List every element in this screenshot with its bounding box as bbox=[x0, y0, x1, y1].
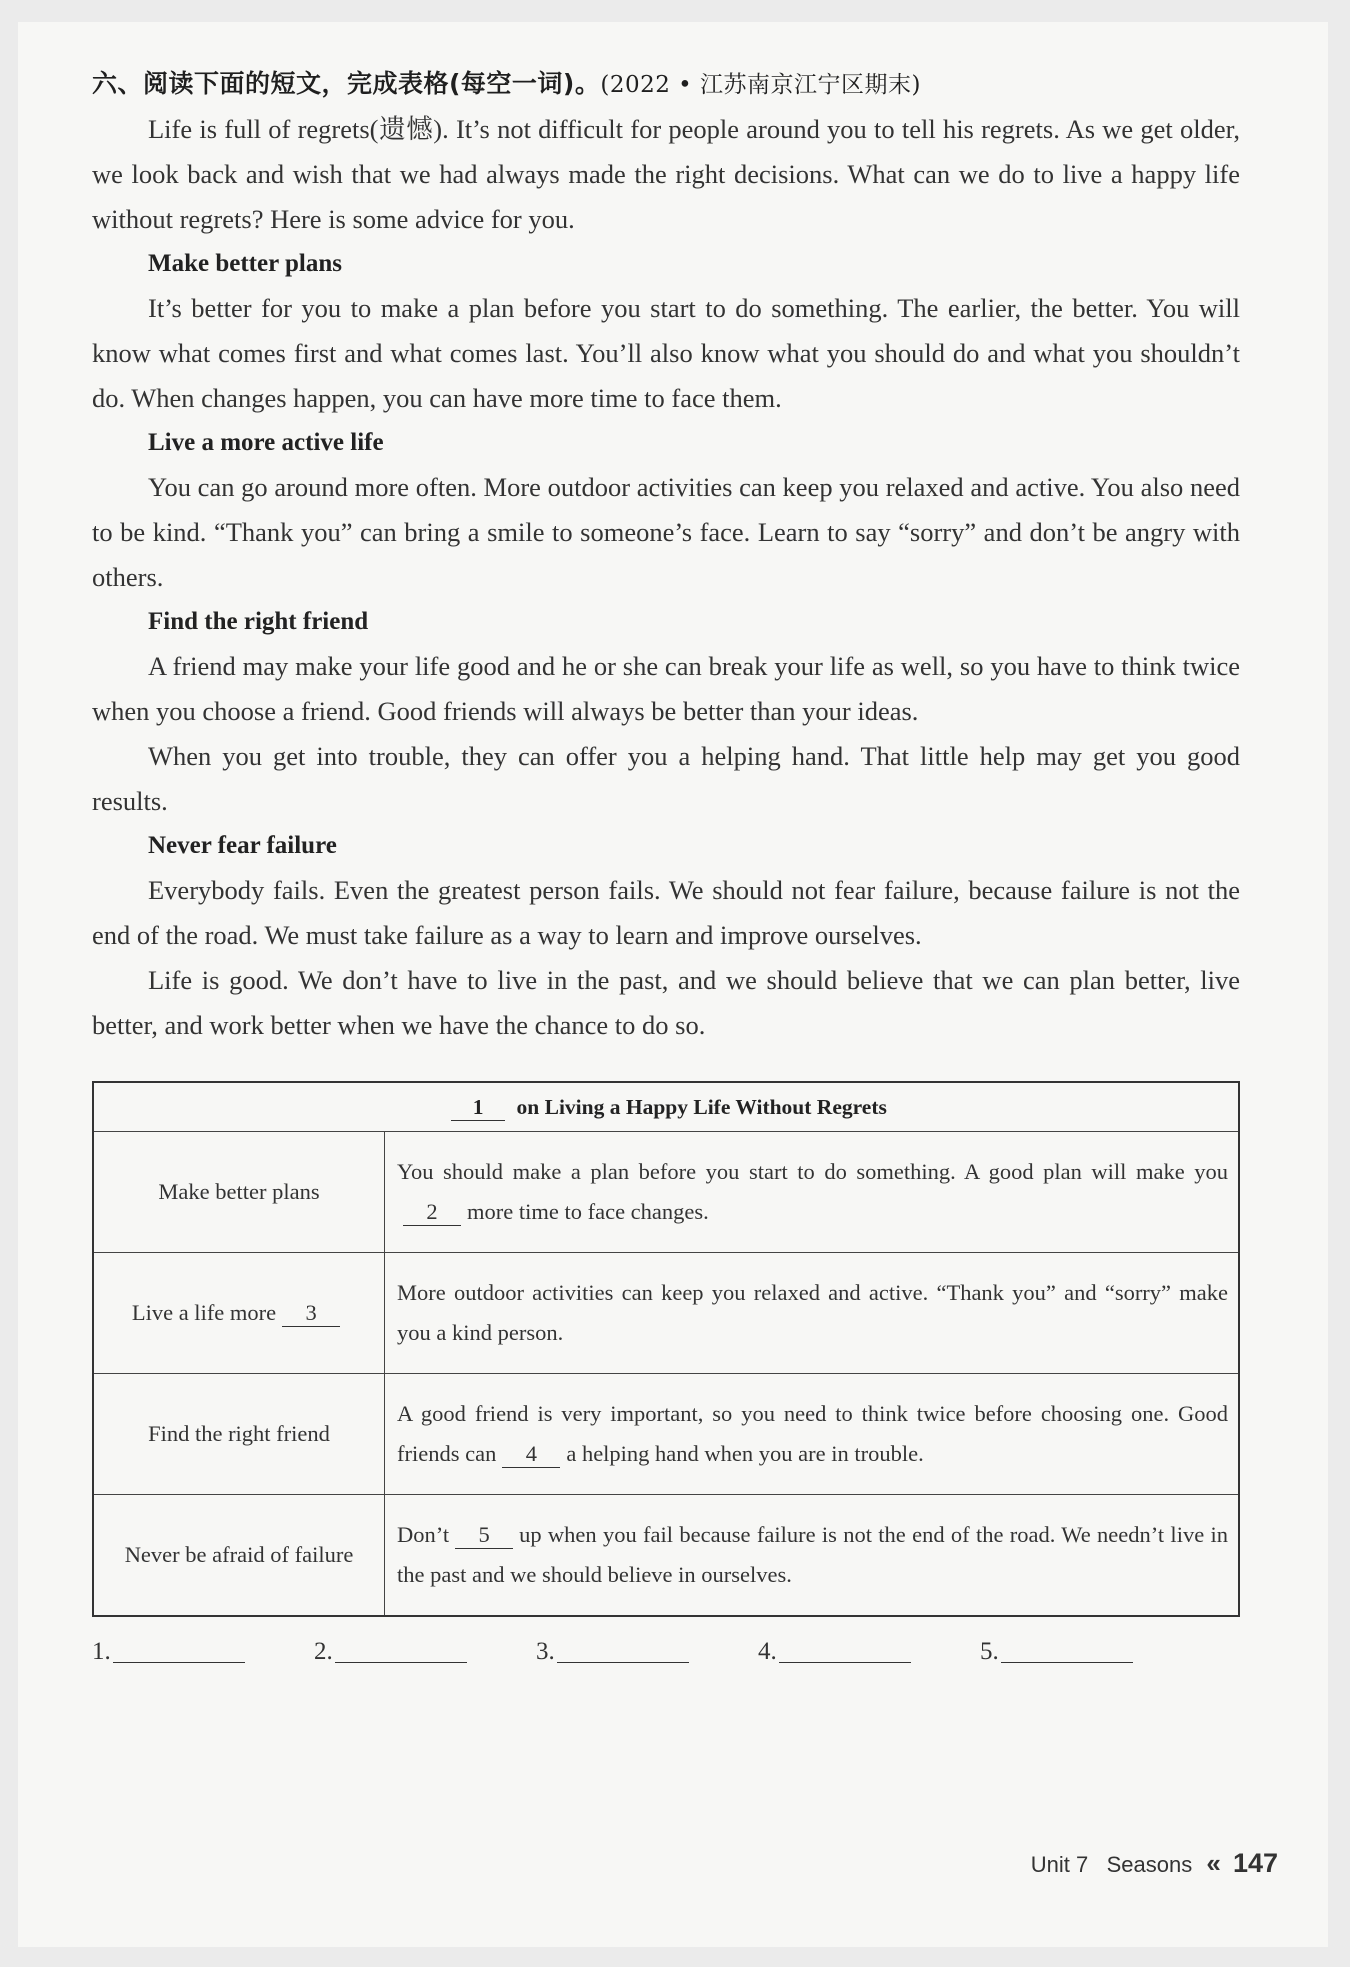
table-row bbox=[93, 1253, 1239, 1374]
blank-1[interactable]: 1 bbox=[451, 1094, 505, 1121]
blank-3[interactable]: 3 bbox=[282, 1300, 340, 1327]
answer-line-1[interactable] bbox=[113, 1636, 245, 1663]
section-title: Find the right friend bbox=[148, 608, 369, 635]
row-summary bbox=[385, 1132, 1240, 1253]
summary-text: a helping hand when you are in trouble. bbox=[566, 1441, 924, 1466]
answer-line-4[interactable] bbox=[779, 1636, 911, 1663]
answer-number: 4. bbox=[758, 1638, 777, 1665]
table-row bbox=[93, 1132, 1239, 1253]
row-heading-text: Live a life more bbox=[131, 1299, 277, 1325]
table-title bbox=[93, 1082, 1239, 1132]
table-row bbox=[93, 1495, 1239, 1617]
table-title-text: on Living a Happy Life Without Regrets bbox=[516, 1094, 887, 1119]
blank-2[interactable]: 2 bbox=[403, 1199, 461, 1226]
table-row bbox=[93, 1374, 1239, 1495]
answer-item bbox=[980, 1636, 1133, 1666]
answer-line-5[interactable] bbox=[1001, 1636, 1133, 1663]
section-paragraph: You can go around more often. More outdoor activities can keep you relaxed and active. You also need to be kind. “Thank you” can bring a smile to someone’s face. Learn to say “sorry” and don’t be angry with others. bbox=[92, 472, 1240, 592]
row-heading: Make better plans bbox=[93, 1132, 385, 1253]
page-number: 147 bbox=[1232, 1848, 1278, 1878]
answer-item bbox=[314, 1636, 467, 1666]
unit-label: Unit 7 bbox=[1030, 1852, 1089, 1877]
section-paragraph: When you get into trouble, they can offer you a helping hand. That little help may get you good results. bbox=[92, 741, 1240, 816]
exercise-source: (2022 • 江苏南京江宁区期末) bbox=[600, 72, 922, 98]
summary-text: You should make a plan before you start to do something. A good plan will make you bbox=[397, 1159, 1228, 1184]
row-heading bbox=[93, 1253, 385, 1374]
section-title: Live a more active life bbox=[148, 429, 384, 456]
section-paragraph: Life is good. We don’t have to live in the past, and we should believe that we can plan better, live better, and work better when we have the chance to do so. bbox=[92, 965, 1240, 1040]
answer-line-2[interactable] bbox=[335, 1636, 467, 1663]
section-paragraph: It’s better for you to make a plan before you start to do something. The earlier, the better. You will know what comes first and what comes last. You’ll also know what you should do and what you shouldn’t do. When changes happen, you can have more time to face them. bbox=[92, 293, 1240, 413]
answer-number: 3. bbox=[536, 1638, 555, 1665]
row-summary bbox=[385, 1374, 1240, 1495]
page-footer bbox=[1031, 1848, 1278, 1879]
row-heading: Find the right friend bbox=[93, 1374, 385, 1495]
answer-item bbox=[758, 1636, 911, 1666]
answer-line-3[interactable] bbox=[557, 1636, 689, 1663]
row-summary: More outdoor activities can keep you relaxed and active. “Thank you” and “sorry” make you a kind person. bbox=[385, 1253, 1240, 1374]
answer-number: 5. bbox=[980, 1638, 999, 1665]
blank-4[interactable]: 4 bbox=[502, 1441, 560, 1468]
summary-text: up when you fail because failure is not the end of the road. We needn’t live in the past and we should believe in ourselves. bbox=[397, 1522, 1228, 1587]
section-paragraph: A friend may make your life good and he or she can break your life as well, so you have to think twice when you choose a friend. Good friends will always be better than your ideas. bbox=[92, 651, 1240, 726]
answer-number: 2. bbox=[314, 1638, 333, 1665]
section-paragraph: Everybody fails. Even the greatest person fails. We should not fear failure, because failure is not the end of the road. We must take failure as a way to learn and improve ourselves. bbox=[92, 875, 1240, 950]
summary-table bbox=[92, 1081, 1240, 1617]
reading-exercise bbox=[92, 64, 1240, 1048]
answer-number: 1. bbox=[92, 1638, 111, 1665]
section-title: Never fear failure bbox=[148, 832, 337, 859]
exercise-instruction: 六、阅读下面的短文，完成表格(每空一词)。 bbox=[92, 69, 601, 98]
summary-text: A good friend is very important, so you need to think twice before choosing one. Good friends can bbox=[397, 1401, 1228, 1466]
summary-text: more time to face changes. bbox=[467, 1199, 709, 1224]
section-title: Make better plans bbox=[148, 250, 342, 277]
row-heading: Never be afraid of failure bbox=[93, 1495, 385, 1617]
unit-title: Seasons bbox=[1106, 1852, 1193, 1877]
blank-5[interactable]: 5 bbox=[455, 1522, 513, 1549]
summary-text: Don’t bbox=[397, 1522, 450, 1547]
passage-intro: Life is full of regrets(遗憾). It’s not difficult for people around you to tell his regrets. As we get older, we look back and wish that we had always made the right decisions. What can we do to live a happy life without regrets? Here is some advice for you. bbox=[92, 114, 1240, 234]
table-title-row bbox=[93, 1082, 1239, 1132]
exercise-heading bbox=[92, 64, 1240, 105]
answer-item bbox=[536, 1636, 689, 1666]
answer-item bbox=[92, 1636, 245, 1666]
double-chevron-icon: « bbox=[1206, 1848, 1221, 1878]
row-summary bbox=[385, 1495, 1240, 1617]
